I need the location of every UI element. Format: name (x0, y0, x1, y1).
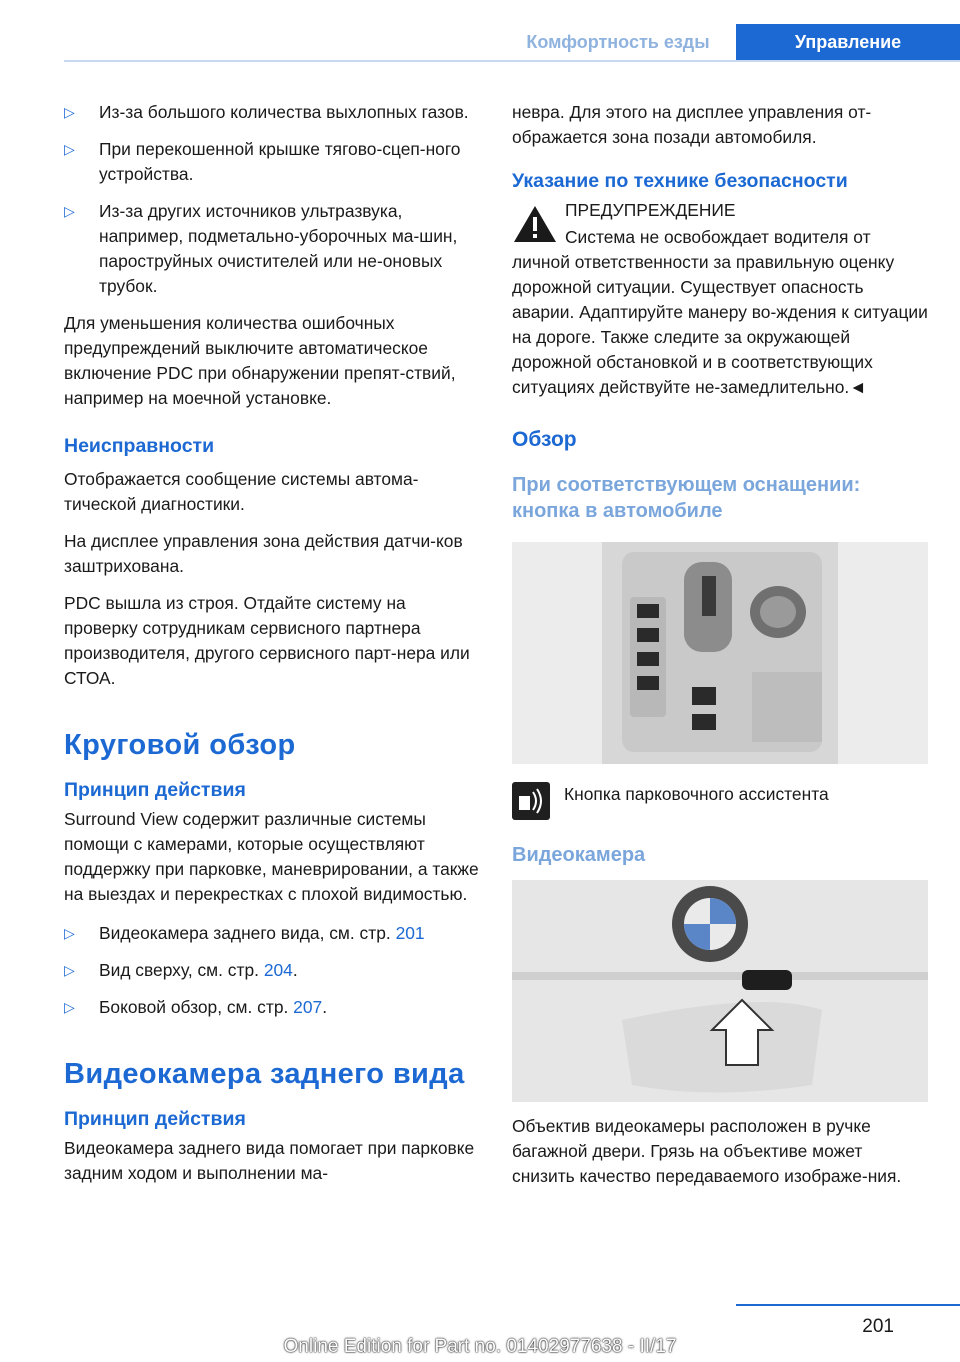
header-divider (64, 60, 960, 62)
list-item-text: Из-за других источников ультразвука, например, подметально-уборочных ма-шин, пароструйных очистителей или не-оновых трубок. (99, 201, 458, 296)
triangle-bullet-icon: ▷ (64, 925, 75, 941)
chapter-heading: Круговой обзор (64, 729, 296, 761)
section-heading: Неисправности (64, 435, 215, 457)
paragraph: Видеокамера заднего вида помогает при парковке задним ходом и выполнении ма- (64, 1138, 475, 1183)
subsection-heading: При соответствующем оснащении: кнопка в автомобиле (512, 474, 861, 522)
list-item (64, 921, 481, 946)
paragraph: PDC вышла из строя. Отдайте систему на проверку сотрудникам сервисного партнера производителя, другого сервисного парт-нера или СТОА. (64, 593, 470, 688)
list-item (64, 137, 481, 187)
warning-block (512, 198, 928, 278)
reference-suffix: . (322, 997, 328, 1017)
subsection-heading: Видеокамера (512, 844, 646, 866)
list-item (64, 995, 481, 1020)
triangle-bullet-icon: ▷ (64, 203, 75, 219)
camera-photo (512, 880, 928, 1102)
paragraph: Surround View содержит различные системы помощи с камерами, которые осуществляют поддержку при парковке, маневрировании, а также на выездах и перекрестках с плохой видимостью. (64, 809, 479, 904)
list-item (64, 199, 481, 299)
header-section-tab[interactable]: Комфортность езды (526, 31, 710, 52)
page-number: 201 (862, 1316, 894, 1337)
parking-assistant-icon (512, 782, 550, 820)
page-link[interactable]: 204 (263, 960, 293, 980)
page-link[interactable]: 207 (293, 997, 323, 1017)
triangle-bullet-icon: ▷ (64, 962, 75, 978)
paragraph: Для уменьшения количества ошибочных предупреждений выключите автоматическое включение PDC при обнаружении препят-ствий, например на моечной установке. (64, 313, 456, 408)
right-column (512, 100, 928, 1201)
list-item-text: При перекошенной крышке тягово-сцеп-ного устройства. (99, 139, 461, 184)
page-number-divider (736, 1304, 960, 1306)
button-caption: Кнопка парковочного ассистента (564, 784, 829, 804)
section-heading: Обзор (512, 428, 577, 451)
list-item-text: Из-за большого количества выхлопных газов. (99, 102, 469, 122)
list-item (64, 958, 481, 983)
console-photo (512, 542, 928, 764)
triangle-bullet-icon: ▷ (64, 141, 75, 157)
reference-text: Вид сверху, см. стр. (99, 960, 264, 980)
edition-footer: Online Edition for Part no. 01402977638 - II/17 (283, 1336, 677, 1357)
reference-suffix: . (292, 960, 298, 980)
warning-text: Система не освобождает водителя от личной ответственности за правильную оценку дорожной ситуации. Существует опасность аварии. Адаптируйте манеру во-ждения к ситуации на дороге. Также следите за окружающей дорожной обстановкой и в соответствующих ситуациях действуйте не-замедлительно.◄ (512, 227, 928, 397)
triangle-bullet-icon: ▷ (64, 999, 75, 1015)
section-heading: Принцип действия (64, 779, 246, 801)
triangle-bullet-icon: ▷ (64, 104, 75, 120)
header-chapter-tab[interactable]: Управление (736, 24, 960, 60)
paragraph: На дисплее управления зона действия датчи-ков заштрихована. (64, 531, 463, 576)
reference-text: Видеокамера заднего вида, см. стр. (99, 923, 396, 943)
reference-text: Боковой обзор, см. стр. (99, 997, 294, 1017)
warning-title: ПРЕДУПРЕЖДЕНИЕ (565, 200, 736, 220)
warning-triangle-icon (512, 204, 558, 244)
paragraph: невра. Для этого на дисплее управления от-ображается зона позади автомобиля. (512, 102, 872, 147)
left-column (64, 100, 481, 1198)
list-item (64, 100, 481, 125)
parking-assistant-button-row (512, 782, 928, 822)
section-heading: Указание по технике безопасности (512, 170, 848, 192)
page-link[interactable]: 201 (395, 923, 425, 943)
section-heading: Принцип действия (64, 1108, 246, 1130)
chapter-heading: Видеокамера заднего вида (64, 1058, 465, 1090)
paragraph: Объектив видеокамеры расположен в ручке багажной двери. Грязь на объективе может снизить качество передаваемого изображе-ния. (512, 1116, 902, 1186)
paragraph: Отображается сообщение системы автома-тической диагностики. (64, 469, 419, 514)
